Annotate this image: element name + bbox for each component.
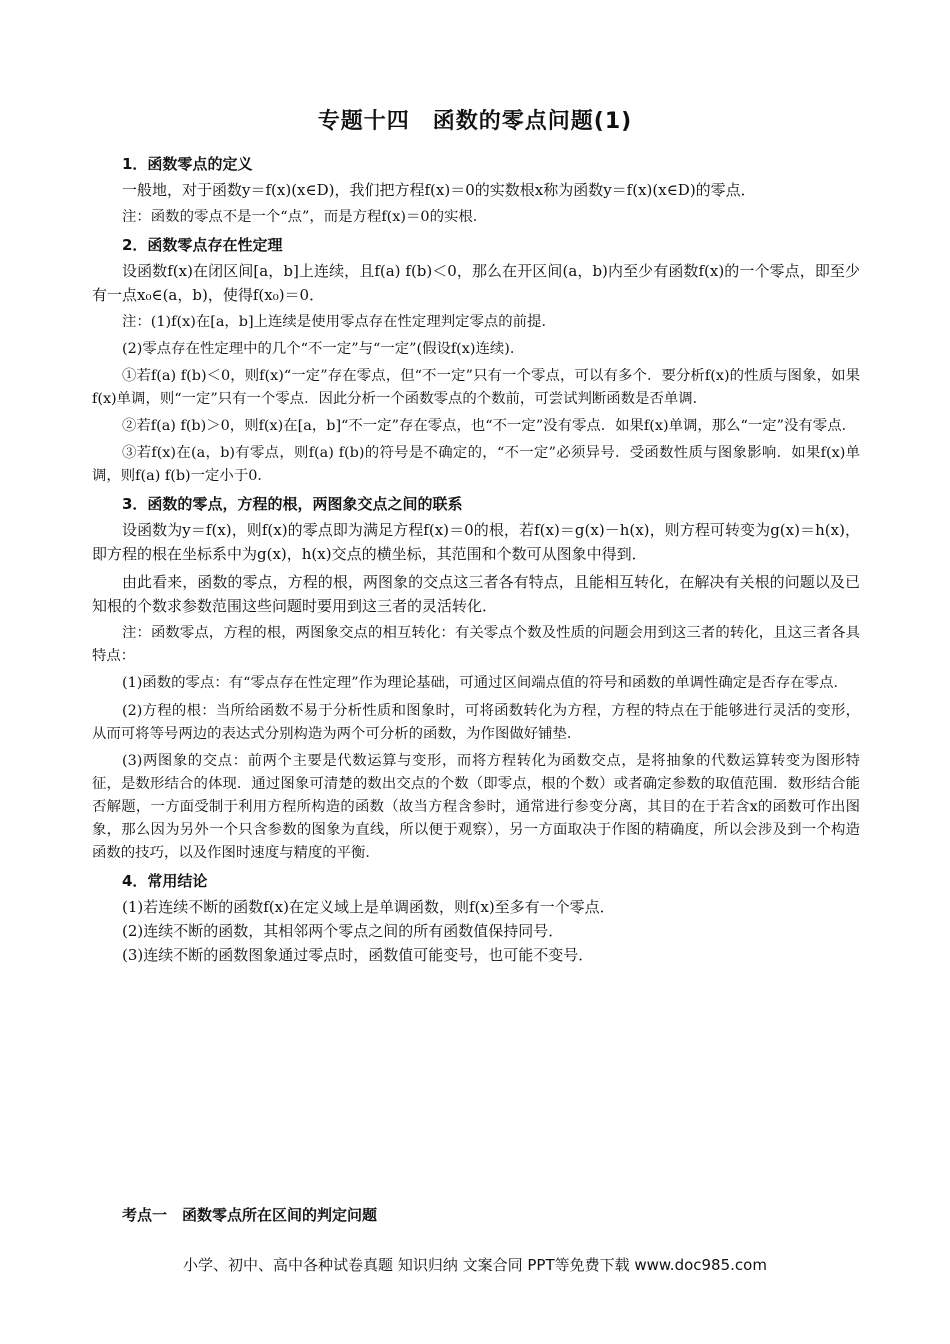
note: (2)方程的根：当所给函数不易于分析性质和图象时，可将函数转化为方程，方程的特点在于能够进行灵活的变形，从而可将等号两边的表达式分别构造为两个可分析的函数，为作图做好铺垫．	[92, 702, 860, 742]
list-item: (3)连续不断的函数图象通过零点时，函数值可能变号，也可能不变号．	[122, 945, 594, 964]
section-heading-3: 3．函数的零点，方程的根，两图象交点之间的联系	[122, 495, 463, 514]
footer-banner: 小学、初中、高中各种试卷真题 知识归纳 文案合同 PPT等免费下载 www.doc985.com	[183, 1256, 767, 1274]
section-heading-4: 4．常用结论	[122, 871, 208, 890]
paragraph: 设函数f(x)在闭区间[a，b]上连续，且f(a) f(b)＜0，那么在开区间(a，b)内至少有函数f(x)的一个零点，即至少有一点x₀∈(a，b)，使得f(x₀)＝0．	[92, 262, 860, 305]
paragraph: 设函数为y＝f(x)，则f(x)的零点即为满足方程f(x)＝0的根，若f(x)＝g(x)－h(x)，则方程可转变为g(x)＝h(x)，即方程的根在坐标系中为g(x)，h(x)交点的横坐标，其范围和个数可从图象中得到．	[92, 521, 860, 564]
note: 注：函数的零点不是一个“点”，而是方程f(x)＝0的实根．	[122, 209, 488, 225]
note: (2)零点存在性定理中的几个“不一定”与“一定”(假设f(x)连续)．	[122, 341, 525, 358]
note: (3)两图象的交点：前两个主要是代数运算与变形，而将方程转化为函数交点，是将抽象的代数运算转变为图形特征，是数形结合的体现．通过图象可清楚的数出交点的个数（即零点，根的个数）或者确定参数的取值范围．数形结合能否解题，一方面受制于利用方程所构造的函数（故当方程含参时，通常进行参变分离，其目的在于若含x的函数可作出图象，那么因为另外一个只含参数的图象为直线，所以便于观察），另一方面取决于作图的精确度，所以会涉及到一个构造函数的技巧，以及作图时速度与精度的平衡．	[92, 752, 860, 861]
note: (1)函数的零点：有“零点存在性定理”作为理论基础，可通过区间端点值的符号和函数的单调性确定是否存在零点．	[122, 675, 848, 692]
paragraph: 由此看来，函数的零点，方程的根，两图象的交点这三者各有特点，且能相互转化，在解决有关根的问题以及已知根的个数求参数范围这些问题时要用到这三者的灵活转化．	[92, 573, 860, 616]
section-heading-2: 2．函数零点存在性定理	[122, 236, 283, 255]
note: ②若f(a) f(b)＞0，则f(x)在[a，b]“不一定”存在零点，也“不一定”没有零点．如果f(x)单调，那么“一定”没有零点．	[122, 418, 856, 435]
list-item: (1)若连续不断的函数f(x)在定义域上是单调函数，则f(x)至多有一个零点．	[122, 897, 615, 916]
page-title: 专题十四 函数的零点问题(1)	[317, 109, 633, 134]
note: ①若f(a) f(b)＜0，则f(x)“一定”存在零点，但“不一定”只有一个零点，可以有多个．要分析f(x)的性质与图象，如果f(x)单调，则“一定”只有一个零点．因此分析一个函数零点的个数前，可尝试判断函数是否单调．	[92, 368, 860, 408]
note: 注：函数零点，方程的根，两图象交点的相互转化：有关零点个数及性质的问题会用到这三者的转化，且这三者各具特点：	[92, 625, 860, 665]
exam-point-heading: 考点一 函数零点所在区间的判定问题	[122, 1206, 378, 1224]
paragraph: 一般地，对于函数y＝f(x)(x∈D)，我们把方程f(x)＝0的实数根x称为函数y＝f(x)(x∈D)的零点．	[122, 181, 756, 199]
note: 注：(1)f(x)在[a，b]上连续是使用零点存在性定理判定零点的前提．	[122, 314, 556, 331]
note: ③若f(x)在(a，b)有零点，则f(a) f(b)的符号是不确定的，“不一定”必须异号．受函数性质与图象影响．如果f(x)单调，则f(a) f(b)一定小于0．	[92, 445, 860, 485]
document-body	[92, 150, 860, 967]
list-item: (2)连续不断的函数，其相邻两个零点之间的所有函数值保持同号．	[122, 921, 564, 940]
section-heading-1: 1．函数零点的定义	[122, 155, 253, 173]
